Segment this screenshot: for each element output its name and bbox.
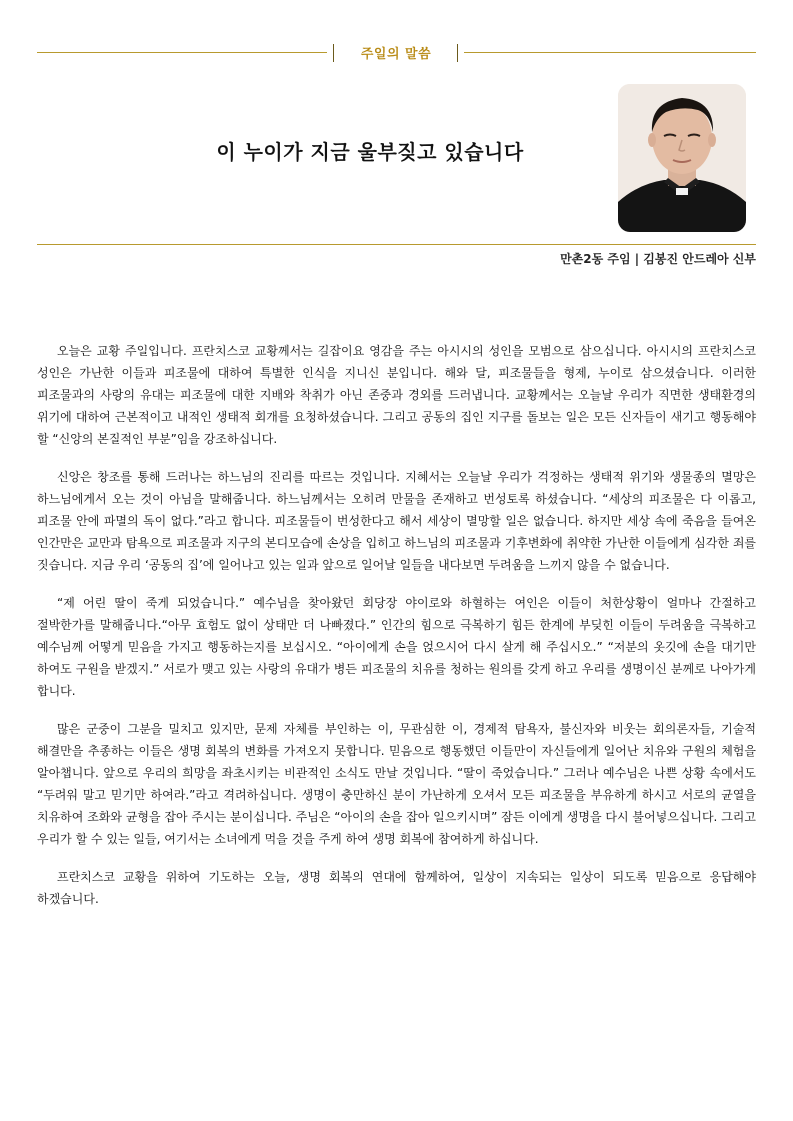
paragraph-1: 오늘은 교황 주일입니다. 프란치스코 교황께서는 길잡이요 영감을 주는 아시시의 성인을 모범으로 삼으십니다. 아시시의 프란치스코 성인은 가난한 이들과 피조물에 대하여 특별한 인식을 지니신 분입니다. 해와 달, 피조물들을 형제, 누이로 삼으셨습니다. 이러한 피조물과의 사랑의 유대는 피조물에 대한 지배와 착취가 아닌 존중과 경외를 드러냅니다. 교황께서는 오늘날 우리가 직면한 생태환경의 위기에 대하여 근본적이고 내적인 생태적 회개를 요청하셨습니다. 그리고 공동의 집인 지구를 돌보는 일은 모든 신자들이 새기고 행동해야 할 “신앙의 본질적인 부분”임을 강조하십니다. — [37, 344, 756, 446]
section-label: 주일의 말씀 — [360, 47, 432, 62]
paragraph-5: 프란치스코 교황을 위하여 기도하는 오늘, 생명 회복의 연대에 함께하여, 일상이 지속되는 일상이 되도록 믿음으로 응답해야 하겠습니다. — [37, 870, 756, 906]
portrait-illustration — [618, 84, 746, 232]
header-rule-left — [37, 52, 327, 53]
header-rule-right — [464, 52, 756, 53]
header-divider-right — [457, 44, 458, 62]
article-body — [37, 340, 756, 926]
paragraph-4: 많은 군중이 그분을 밀치고 있지만, 문제 자체를 부인하는 이, 무관심한 이, 경제적 탐욕자, 불신자와 비웃는 회의론자들, 기술적 해결만을 추종하는 이들은 생명 회복의 변화를 가져오지 못합니다. 믿음으로 행동했던 이들만이 자신들에게 일어난 치유와 구원의 체험을 알아챕니다. 앞으로 우리의 희망을 좌초시키는 비관적인 소식도 만날 것입니다. “딸이 죽었습니다.” 그러나 예수님은 나쁜 상황 속에서도 “두려워 말고 믿기만 하여라.”라고 격려하십니다. 생명이 충만하신 분이 가난하게 오셔서 모든 피조물을 부유하게 하시고 서로의 균열을 치유하여 조화와 균형을 잡아 주시는 분이십니다. 주님은 “아이의 손을 잡아 일으키시며” 잠든 이에게 생명을 다시 불어넣으십니다. 그리고 우리가 할 수 있는 일들, 여기서는 소녀에게 먹을 것을 주게 하여 생명 회복에 참여하게 하십니다. — [37, 722, 756, 846]
author-byline: 만촌2동 주임 | 김봉진 안드레아 신부 — [560, 252, 756, 266]
paragraph-3: “제 어린 딸이 죽게 되었습니다.” 예수님을 찾아왔던 회당장 야이로와 하혈하는 여인은 이들이 처한상황이 얼마나 간절하고 절박한가를 말해줍니다.“아무 효험도 없이 상태만 더 나빠졌다.” 인간의 힘으로 극복하기 힘든 한계에 부딪힌 이들이 두려움을 극복하고 예수님께 어떻게 믿음을 가지고 행동하는지를 보십시오. “아이에게 손을 얹으시어 다시 살게 해 주십시오.” “저분의 옷깃에 손을 대기만 하여도 구원을 받겠지.” 서로가 맺고 있는 사랑의 유대가 병든 피조물의 치유를 청하는 원의를 갖게 하고 우리를 생명이신 분께로 나아가게 합니다. — [37, 596, 756, 698]
paragraph-2: 신앙은 창조를 통해 드러나는 하느님의 진리를 따르는 것입니다. 지혜서는 오늘날 우리가 걱정하는 생태적 위기와 생물종의 멸망은 하느님에게서 오는 것이 아님을 말해줍니다. 하느님께서는 오히려 만물을 존재하고 번성토록 하셨습니다. “세상의 피조물은 다 이롭고, 피조물 안에 파멸의 독이 없다.”라고 합니다. 피조물들이 번성한다고 해서 세상이 멸망할 일은 없습니다. 하지만 세상 속에 죽음을 들여온 인간만은 교만과 탐욕으로 피조물과 지구의 본디모습에 손상을 입히고 하느님의 피조물과 기후변화에 취약한 가난한 이들에게 심각한 죄를 짓습니다. 지금 우리 ‘공동의 집’에 일어나고 있는 일과 앞으로 일어날 일들을 내다보면 두려움을 느끼지 않을 수 없습니다. — [37, 470, 756, 572]
header-divider-left — [333, 44, 334, 62]
priest-portrait — [618, 84, 746, 232]
header-bottom-rule — [37, 244, 756, 245]
article-title: 이 누이가 지금 울부짖고 있습니다 — [216, 140, 524, 164]
section-header — [37, 40, 756, 66]
